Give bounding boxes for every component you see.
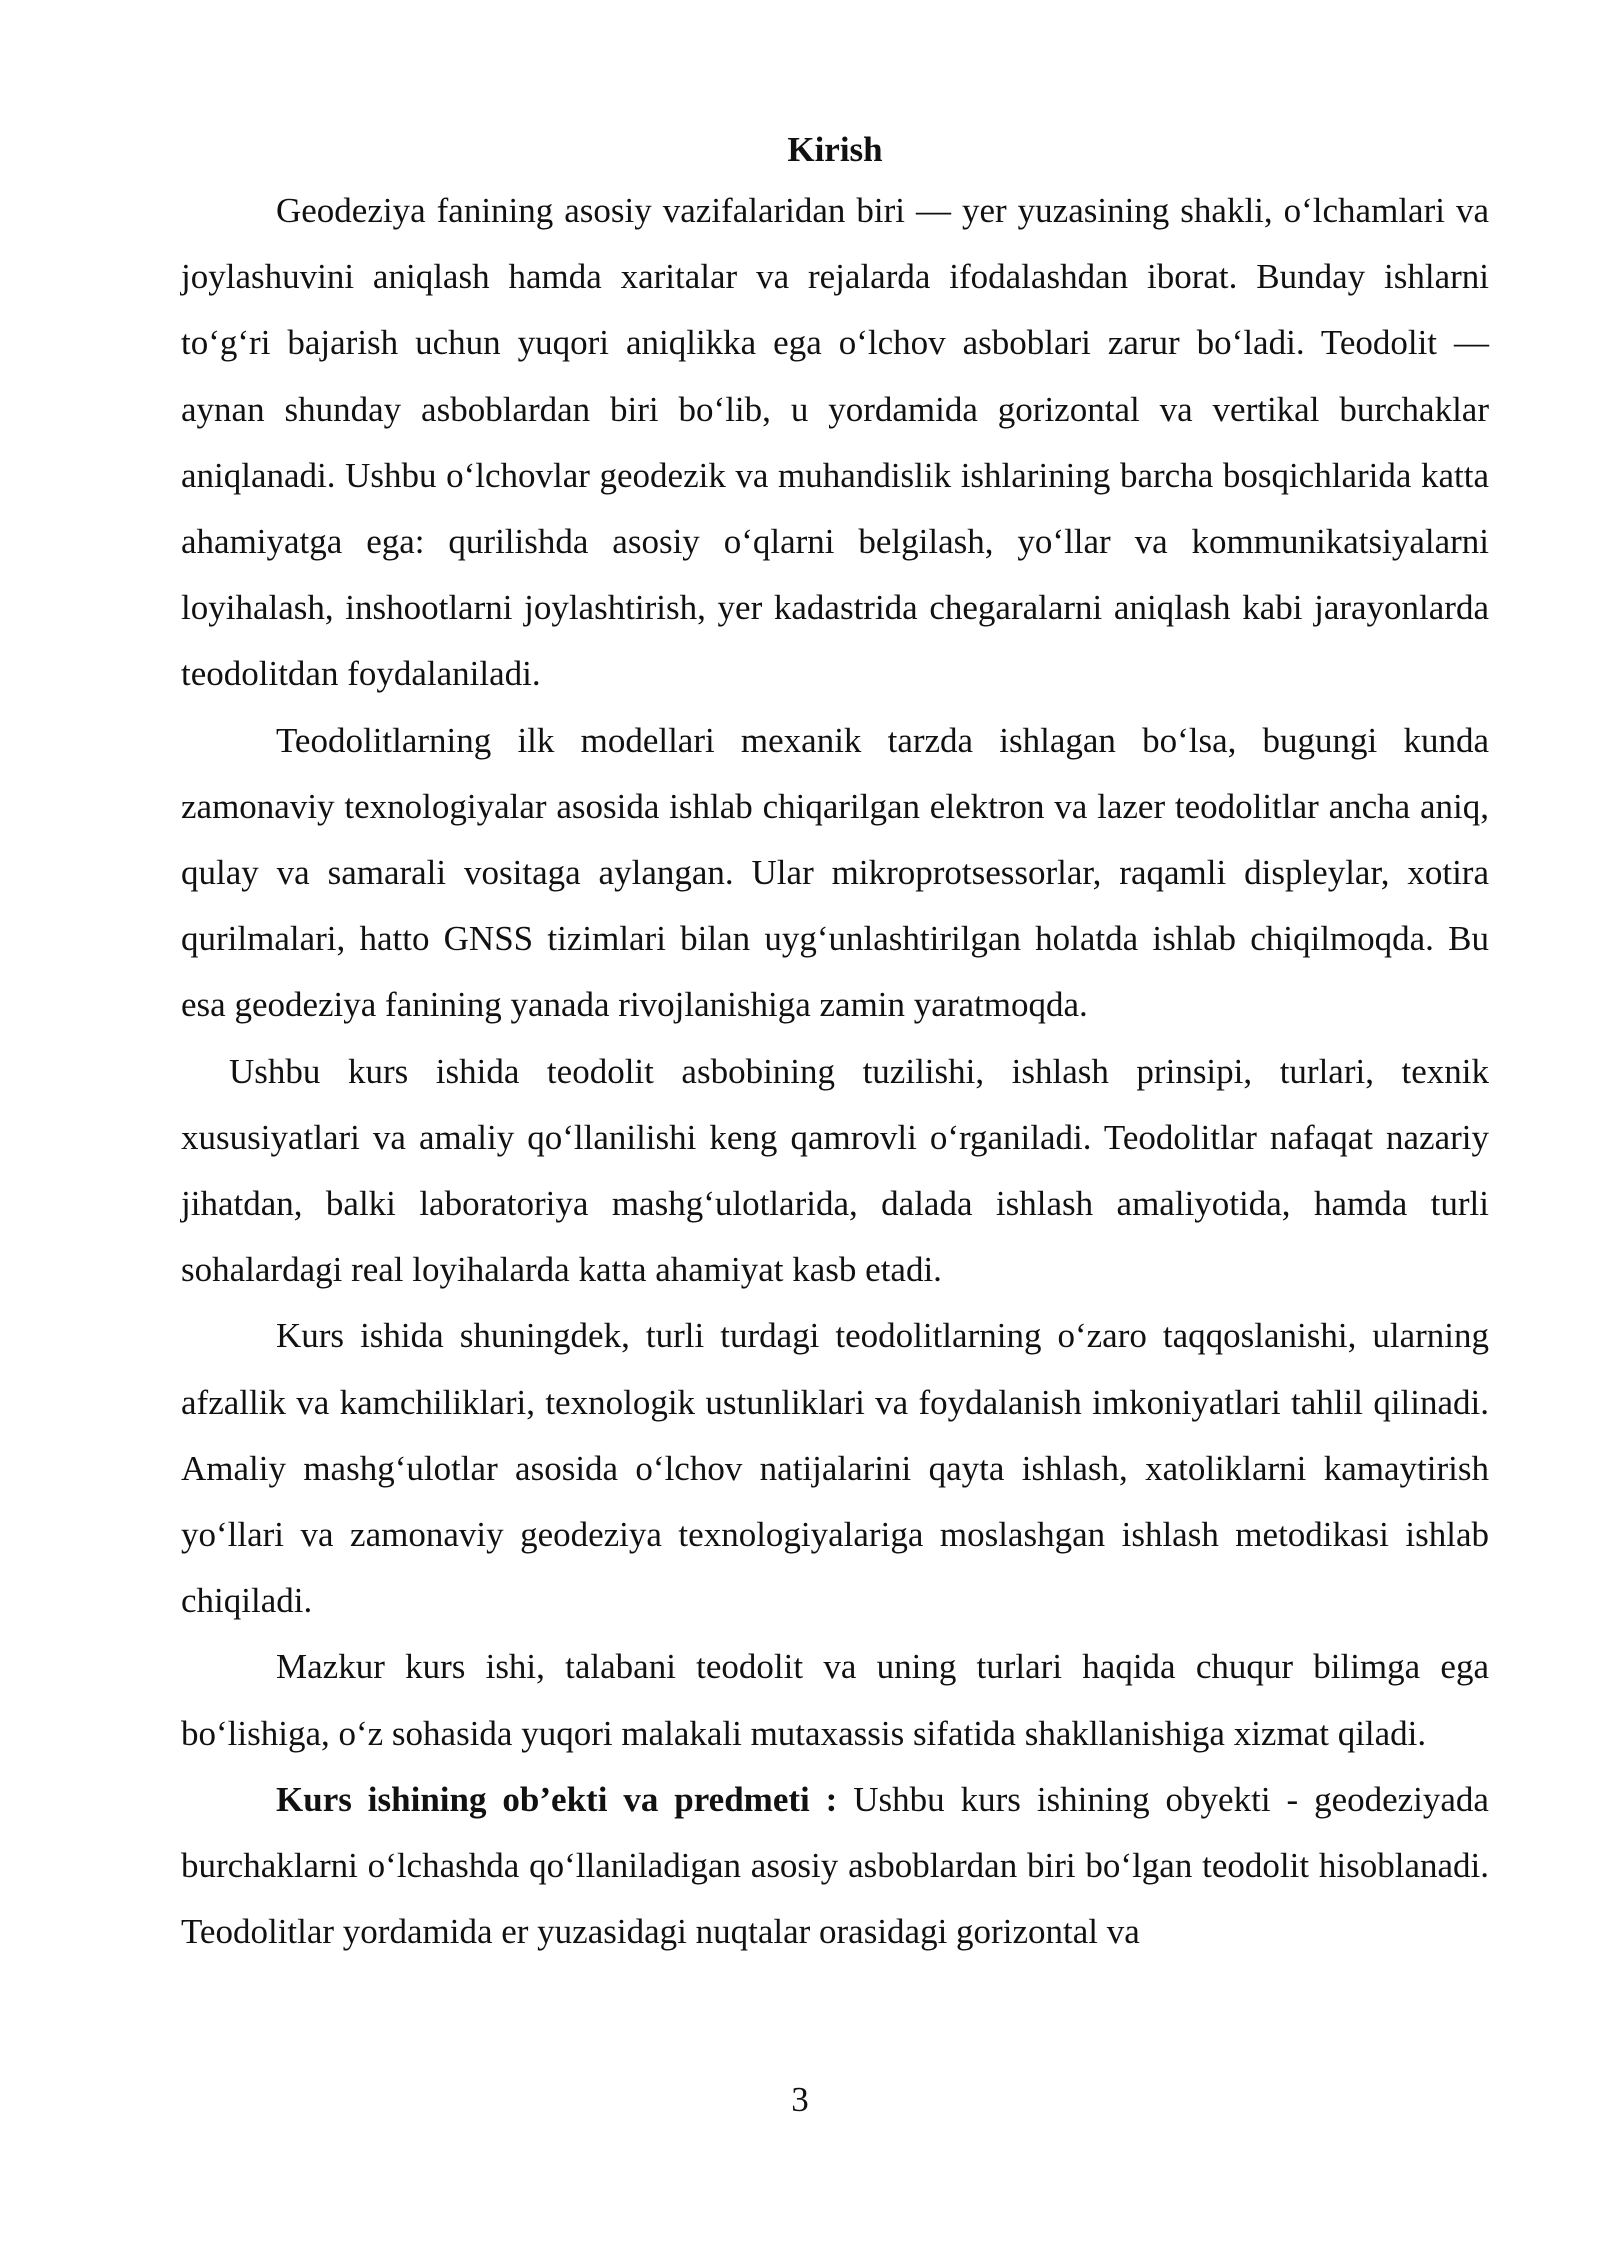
paragraph-comparison: Kurs ishida shuningdek, turli turdagi teodolitlarning o‘zaro taqqoslanishi, ularning afzallik va kamchiliklari, texnologik ustunliklari va foydalanish imkoniyatlari tahlil qilinadi. Amaliy mashg‘ulotlar asosida o‘lchov natijalarini qayta ishlash, xatoliklarni kamaytirish yo‘llari va zamonaviy geodeziya texnologiyalariga moslashgan ishlash metodikasi ishlab chiqiladi. bbox=[181, 1316, 1489, 1621]
object-subject-text: Ushbu kurs ishining obyekti - geodeziyada burchaklarni o‘lchashda qo‘llaniladigan asosiy asboblardan biri bo‘lgan teodolit hisoblanadi. Teodolitlar yordamida er yuzasidagi nuqtalar orasidagi gorizontal va bbox=[181, 1779, 1489, 1952]
paragraph-intro: Geodeziya fanining asosiy vazifalaridan biri — yer yuzasining shakli, o‘lchamlari va joylashuvini aniqlash hamda xaritalar va rejalarda ifodalashdan iborat. Bunday ishlarni to‘g‘ri bajarish uchun yuqori aniqlikka ega o‘lchov asboblari zarur bo‘ladi. Teodolit — aynan shunday asboblardan biri bo‘lib, u yordamida gorizontal va vertikal burchaklar aniqlanadi. Ushbu o‘lchovlar geodezik va muhandislik ishlarining barcha bosqichlarida katta ahamiyatga ega: qurilishda asosiy o‘qlarni belgilash, yo‘llar va kommunikatsiyalarni loyihalash, inshootlarni joylashtirish, yer kadastrida chegaralarni aniqlash kabi jarayonlarda teodolitdan foydalaniladi. bbox=[181, 191, 1489, 694]
paragraph-models: Teodolitlarning ilk modellari mexanik tarzda ishlagan bo‘lsa, bugungi kunda zamonaviy texnologiyalar asosida ishlab chiqarilgan elektron va lazer teodolitlar ancha aniq, qulay va samarali vositaga aylangan. Ular mikroprotsessorlar, raqamli displeylar, xotira qurilmalari, hatto GNSS tizimlari bilan uyg‘unlashtirilgan holatda ishlab chiqilmoqda. Bu esa geodeziya fanining yanada rivojlanishiga zamin yaratmoqda. bbox=[181, 720, 1489, 1025]
document-page bbox=[181, 130, 1489, 1965]
object-subject-label: Kurs ishining ob’ekti va predmeti : bbox=[276, 1779, 838, 1819]
paragraph-course-scope: Ushbu kurs ishida teodolit asbobining tuzilishi, ishlash prinsipi, turlari, texnik xususiyatlari va amaliy qo‘llanilishi keng qamrovli o‘rganiladi. Teodolitlar nafaqat nazariy jihatdan, balki laboratoriya mashg‘ulotlarida, dalada ishlash amaliyotida, hamda turli sohalardagi real loyihalarda katta ahamiyat kasb etadi. bbox=[181, 1051, 1489, 1290]
paragraph-purpose: Mazkur kurs ishi, talabani teodolit va uning turlari haqida chuqur bilimga ega bo‘lishiga, o‘z sohasida yuqori malakali mutaxassis sifatida shakllanishiga xizmat qiladi. bbox=[181, 1647, 1489, 1753]
page-title: Kirish bbox=[787, 130, 883, 169]
page-number: 3 bbox=[791, 2080, 809, 2119]
paragraph-object-subject bbox=[181, 1767, 1489, 1966]
